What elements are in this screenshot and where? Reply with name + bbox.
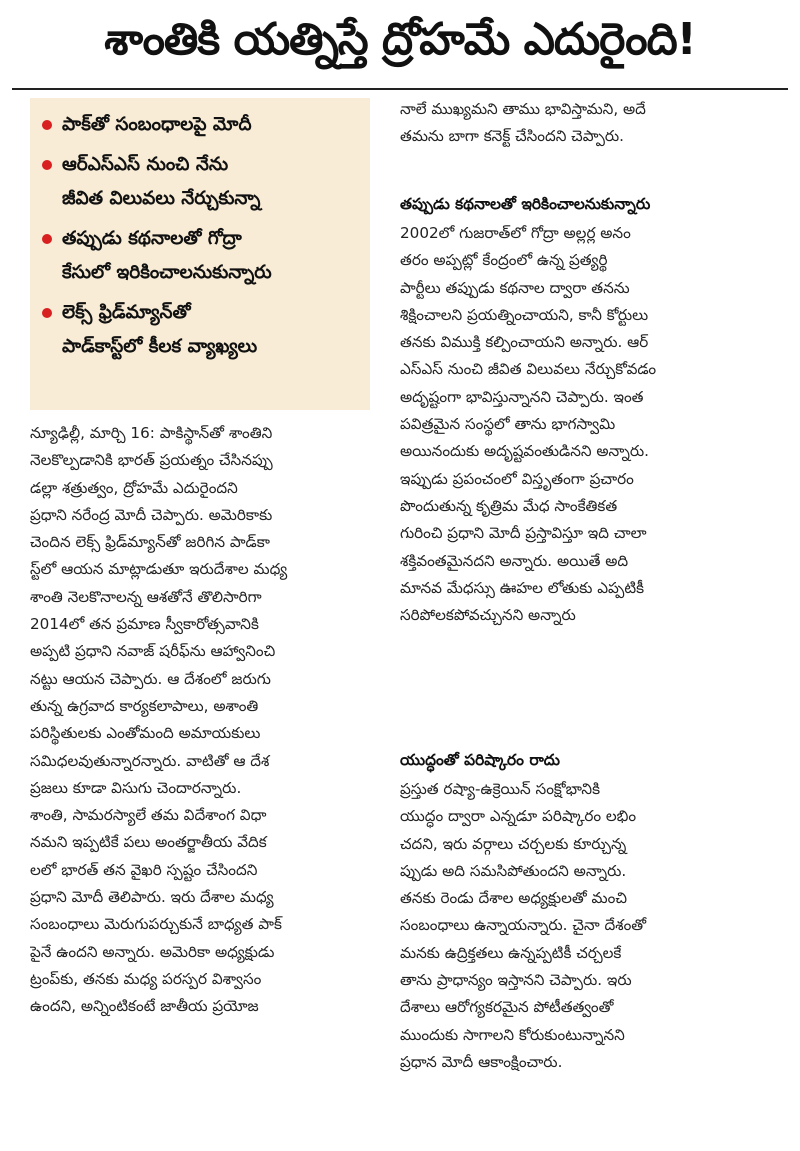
body-text-line: పవిత్రమైన సంస్థలో తాను భాగస్వామి <box>400 415 616 434</box>
body-text-line: నాలే ముఖ్యమని తాము భావిస్తామని, అదే <box>400 100 646 118</box>
body-text-line: 2002లో గుజరాత్‌లో గోద్రా అల్లర్ల అనం <box>400 224 631 242</box>
headline-rule <box>12 88 788 90</box>
body-text-line: ప్రస్తుత రష్యా-ఉక్రెయిన్ సంక్షోభానికి <box>400 780 601 798</box>
body-text-line: శక్తివంతమైనదని అన్నారు. అయితే అది <box>400 551 629 570</box>
highlight-text: పాక్‌తో సంబంధాలపై మోదీ <box>62 114 252 135</box>
right-column-middle <box>400 220 772 629</box>
body-text-line: అదృష్టంగా భావిస్తున్నానని చెప్పారు. ఇంత <box>400 387 644 406</box>
body-text-line: అయినందుకు అదృష్టవంతుడినని అన్నారు. <box>400 442 649 461</box>
body-text-line: శాంతి నెలకొనాలన్న ఆశతోనే తొలిసారిగా <box>30 587 262 606</box>
body-text-line: సరిపోలకపోవచ్చునని అన్నారు <box>400 606 576 625</box>
highlight-item <box>42 108 358 142</box>
body-text-line: నమని ఇప్పటికే పలు అంతర్జాతీయ వేదిక <box>30 833 267 852</box>
body-text-line: న్యూఢిల్లీ, మార్చి 16: పాకిస్థాన్‌తో శాంతిని <box>30 424 273 442</box>
body-text-line: నెలకొల్పడానికి భారత్ ప్రయత్నం చేసినప్పు <box>30 451 273 470</box>
highlight-item <box>42 148 358 216</box>
highlights-box <box>30 98 370 410</box>
bullet-icon <box>42 308 52 318</box>
body-text-line: ముందుకు సాగాలని కోరుకుంటున్నానని <box>400 1025 625 1044</box>
subheading-no-solution-by-war: యుద్ధంతో పరిష్కారం రాదు <box>400 751 560 769</box>
body-text-line: పైనే ఉందని అన్నారు. అమెరికా అధ్యక్షుడు <box>30 942 275 961</box>
left-column <box>30 420 382 1021</box>
body-text-line: అప్పటి ప్రధాని నవాజ్ షరీఫ్‌ను ఆహ్వానించి <box>30 642 276 661</box>
body-text-line: శాంతి, సామరస్యాలే తమ విదేశాంగ విధా <box>30 806 267 825</box>
headline: శాంతికి యత్నిస్తే ద్రోహమే ఎదురైంది! <box>104 14 696 65</box>
body-text-line: సంబంధాలు ఉన్నాయన్నారు. చైనా దేశంతో <box>400 916 647 935</box>
body-text-line: ట్రంప్‌కు, తనకు మధ్య పరస్పర విశ్వాసం <box>30 969 262 988</box>
highlight-text: లెక్స్ ఫ్రిడ్‌మ్యాన్‌తో పాడ్‌కాస్ట్‌లో కీలక వ్యాఖ్యలు <box>62 302 258 357</box>
body-text-line: తాను ప్రాధాన్యం ఇస్తానని చెప్పారు. ఇరు <box>400 971 632 990</box>
body-text-line: దేశాలు ఆరోగ్యకరమైన పోటీతత్వంతో <box>400 998 614 1017</box>
body-text-line: యుద్ధం ద్వారా ఎన్నడూ పరిష్కారం లభిం <box>400 807 637 826</box>
body-text-line: చెందిన లెక్స్ ఫ్రిడ్‌మ్యాన్‌తో జరిగిన పాడ్‌కా <box>30 533 270 552</box>
body-text-line: శిక్షించాలని ప్రయత్నించాయని, కానీ కోర్టులు <box>400 305 649 324</box>
body-text-line: మనకు ఉద్రిక్తతలు ఉన్నప్పటికీ చర్చలకే <box>400 943 622 962</box>
body-text-line: నట్టు ఆయన చెప్పారు. ఆ దేశంలో జరుగు <box>30 669 271 688</box>
highlight-text: తప్పుడు కథనాలతో గోద్రా కేసులో ఇరికించాలనుకున్నారు <box>62 228 272 283</box>
body-text-line: ప్రధాన మోదీ ఆకాంక్షించారు. <box>400 1052 563 1071</box>
bullet-icon <box>42 234 52 244</box>
body-text-line: తనకు రెండు దేశాల అధ్యక్షులతో మంచి <box>400 889 627 908</box>
highlight-text: ఆర్ఎస్ఎస్ నుంచి నేను జీవిత విలువలు నేర్చుకున్నా <box>62 154 261 209</box>
subheading-false-narratives: తప్పుడు కథనాలతో ఇరికించాలనుకున్నారు <box>400 195 651 213</box>
body-text-line: 2014లో తన ప్రమాణ స్వీకారోత్సవానికి <box>30 615 259 634</box>
body-text-line: ఉందని, అన్నింటికంటే జాతీయ ప్రయోజ <box>30 997 259 1016</box>
right-column-bottom <box>400 776 772 1076</box>
bullet-icon <box>42 120 52 130</box>
body-text-line: ప్రజలు కూడా విసుగు చెందారన్నారు. <box>30 778 242 797</box>
body-text-line: మానవ మేధస్సు ఊహల లోతుకు ఎప్పటికీ <box>400 578 644 597</box>
highlight-item <box>42 296 358 364</box>
body-text-line: తమను బాగా కనెక్ట్ చేసిందని చెప్పారు. <box>400 127 624 146</box>
body-text-line: చదని, ఇరు వర్గాలు చర్చలకు కూర్చున్న <box>400 834 627 853</box>
highlight-item <box>42 222 358 290</box>
body-text-line: తనకు విముక్తి కల్పించాయని అన్నారు. ఆర్ <box>400 333 649 352</box>
body-text-line: తరం అప్పట్లో కేంద్రంలో ఉన్న ప్రత్యర్థి <box>400 251 608 270</box>
body-text-line: సంబంధాలు మెరుగుపర్చుకునే బాధ్యత పాక్ <box>30 915 282 934</box>
body-text-line: ప్పుడు అది సమసిపోతుందని అన్నారు. <box>400 861 627 880</box>
body-text-line: గురించి ప్రధాని మోదీ ప్రస్తావిస్తూ ఇది చాలా <box>400 524 647 543</box>
body-text-line: ఎస్ఎస్ నుంచి జీవిత విలువలు నేర్చుకోవడం <box>400 360 657 379</box>
body-text-line: ప్రధాని మోదీ తెలిపారు. ఇరు దేశాల మధ్య <box>30 888 274 907</box>
body-text-line: ప్రధాని నరేంద్ర మోదీ చెప్పారు. అమెరికాకు <box>30 505 273 524</box>
body-text-line: తున్న ఉగ్రవాద కార్యకలాపాలు, అశాంతి <box>30 696 259 715</box>
right-column-top <box>400 96 772 151</box>
body-text-line: పార్టీలు తప్పుడు కథనాల ద్వారా తనను <box>400 278 630 297</box>
body-text-line: పొందుతున్న కృత్రిమ మేధ సాంకేతికత <box>400 496 618 515</box>
body-text-line: ఇప్పుడు ప్రపంచంలో విస్తృతంగా ప్రచారం <box>400 469 634 488</box>
body-text-line: సమిధలవుతున్నారన్నారు. వాటితో ఆ దేశ <box>30 751 270 770</box>
body-text-line: పరిస్థితులకు ఎంతోమంది అమాయకులు <box>30 724 261 743</box>
body-text-line: డల్లా శత్రుత్వం, ద్రోహమే ఎదురైందని <box>30 478 238 497</box>
body-text-line: స్ట్‌లో ఆయన మాట్లాడుతూ ఇరుదేశాల మధ్య <box>30 560 288 579</box>
bullet-icon <box>42 160 52 170</box>
body-text-line: లలో భారత్ తన వైఖరి స్పష్టం చేసిందని <box>30 860 258 879</box>
